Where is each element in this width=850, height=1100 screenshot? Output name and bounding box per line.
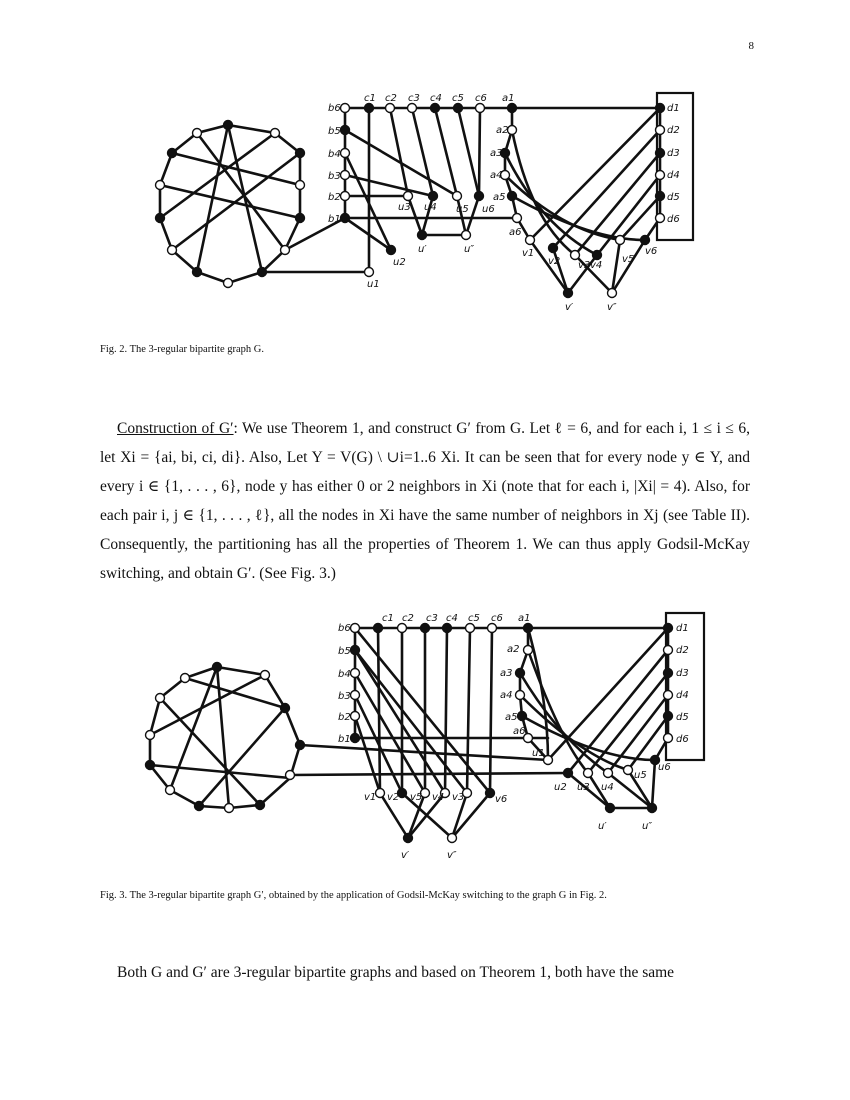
label-b6: b6 — [328, 103, 341, 114]
label-u-prime: u′ — [418, 244, 427, 255]
fig3-label-u4: u4 — [601, 782, 614, 793]
figure-3 — [0, 600, 850, 870]
label-a2: a2 — [496, 125, 509, 136]
label-v5: v5 — [622, 254, 635, 265]
fig3-label-b1: b1 — [338, 734, 351, 745]
figure-3-caption: Fig. 3. The 3-regular bipartite graph G′, obtained by the application of Godsil-McKay switching to the graph G in Fig. 2. — [100, 890, 607, 901]
fig3-label-c5: c5 — [468, 613, 480, 624]
figure-2 — [0, 80, 850, 330]
fig3-label-d2: d2 — [676, 645, 689, 656]
fig3-label-b6: b6 — [338, 623, 351, 634]
fig3-label-v-prime: v′ — [401, 850, 410, 861]
fig3-label-v3: v3 — [452, 792, 465, 803]
label-d6: d6 — [667, 214, 680, 225]
fig3-label-d3: d3 — [676, 668, 689, 679]
label-c4: c4 — [430, 93, 442, 104]
fig3-label-c4: c4 — [446, 613, 458, 624]
label-v3: v3 — [578, 260, 591, 271]
label-u5: u5 — [456, 204, 469, 215]
fig3-label-u5: u5 — [634, 770, 647, 781]
fig3-label-a3: a3 — [500, 668, 513, 679]
label-b3: b3 — [328, 171, 341, 182]
label-b1: b1 — [328, 214, 341, 225]
fig3-label-b3: b3 — [338, 691, 351, 702]
fig3-label-u-prime: u′ — [598, 821, 607, 832]
label-d4: d4 — [667, 170, 680, 181]
construction-text: : We use Theorem 1, and construct G′ from G. Let ℓ = 6, and for each i, 1 ≤ i ≤ 6, let Xi = {ai, bi, ci, di}. Also, Let Y = V(G) \ ∪i=1..6 Xi. It can be seen that for every node y ∈ Y, and every i ∈ {1, . . . , 6}, node y has either 0 or 2 neighbors in Xi (note that for each i, |Xi| = 4). Also, for each pair i, j ∈ {1, . . . , ℓ}, all the nodes in Xi have the same number of neighbors in Xj (see Table II). Consequently, the partitioning has all the properties of Theorem 1. We can thus apply Godsil-McKay switching, and obtain G′. (See Fig. 3.) — [100, 420, 750, 582]
label-c1: c1 — [364, 93, 376, 104]
fig3-label-v4: v4 — [432, 792, 445, 803]
fig3-label-v6: v6 — [495, 794, 508, 805]
fig3-label-a1: a1 — [518, 613, 531, 624]
fig3-label-u1: u1 — [532, 748, 545, 759]
label-c6: c6 — [475, 93, 487, 104]
figure-2-graph — [0, 80, 850, 330]
page-number: 8 — [748, 40, 754, 52]
fig3-label-b4: b4 — [338, 669, 351, 680]
fig3-label-v1: v1 — [364, 792, 377, 803]
fig3-label-a6: a6 — [513, 726, 526, 737]
label-c2: c2 — [385, 93, 397, 104]
label-d3: d3 — [667, 148, 680, 159]
fig3-label-a5: a5 — [505, 712, 518, 723]
fig3-label-u-double-prime: u″ — [642, 821, 653, 832]
label-a6: a6 — [509, 227, 522, 238]
fig3-label-a4: a4 — [500, 690, 513, 701]
label-d5: d5 — [667, 192, 680, 203]
fig3-label-v-double-prime: v″ — [447, 850, 457, 861]
fig3-label-d4: d4 — [676, 690, 689, 701]
label-v4: v4 — [590, 260, 603, 271]
fig3-label-c3: c3 — [426, 613, 438, 624]
label-u-double-prime: u″ — [464, 244, 475, 255]
label-d2: d2 — [667, 125, 680, 136]
fig3-label-u6: u6 — [658, 762, 671, 773]
figure-3-graph — [0, 600, 850, 870]
fig3-label-u2: u2 — [554, 782, 567, 793]
label-a3: a3 — [490, 148, 503, 159]
label-b4: b4 — [328, 149, 341, 160]
fig3-label-v5: v5 — [410, 792, 423, 803]
paragraph-both-graphs — [100, 958, 750, 987]
fig3-label-c6: c6 — [491, 613, 503, 624]
label-v2: v2 — [548, 256, 561, 267]
fig3-label-v2: v2 — [387, 792, 400, 803]
fig3-label-u3: u3 — [577, 782, 590, 793]
fig3-label-a2: a2 — [507, 644, 520, 655]
label-b5: b5 — [328, 126, 341, 137]
construction-heading: Construction of G′ — [117, 420, 234, 437]
figure-2-caption: Fig. 2. The 3-regular bipartite graph G. — [100, 344, 264, 355]
label-d1: d1 — [667, 103, 680, 114]
paragraph-construction — [100, 414, 750, 588]
label-a4: a4 — [490, 170, 503, 181]
label-a1: a1 — [502, 93, 515, 104]
fig3-label-b5: b5 — [338, 646, 351, 657]
label-v-double-prime: v″ — [607, 302, 617, 313]
label-c5: c5 — [452, 93, 464, 104]
fig3-label-c1: c1 — [382, 613, 394, 624]
fig3-label-c2: c2 — [402, 613, 414, 624]
label-u2: u2 — [393, 257, 406, 268]
fig3-label-d6: d6 — [676, 734, 689, 745]
label-u6: u6 — [482, 204, 495, 215]
label-u4: u4 — [424, 202, 437, 213]
label-b2: b2 — [328, 192, 341, 203]
label-a5: a5 — [493, 192, 506, 203]
fig2-ring-subgraph — [156, 121, 370, 288]
label-v1: v1 — [522, 248, 535, 259]
fig3-label-d5: d5 — [676, 712, 689, 723]
label-u1: u1 — [367, 279, 380, 290]
paragraph-both-graphs-text: Both G and G′ are 3-regular bipartite graphs and based on Theorem 1, both have the same — [117, 964, 675, 981]
fig3-label-d1: d1 — [676, 623, 689, 634]
fig3-label-b2: b2 — [338, 712, 351, 723]
label-v-prime: v′ — [565, 302, 574, 313]
label-v6: v6 — [645, 246, 658, 257]
label-c3: c3 — [408, 93, 420, 104]
label-u3: u3 — [398, 202, 411, 213]
